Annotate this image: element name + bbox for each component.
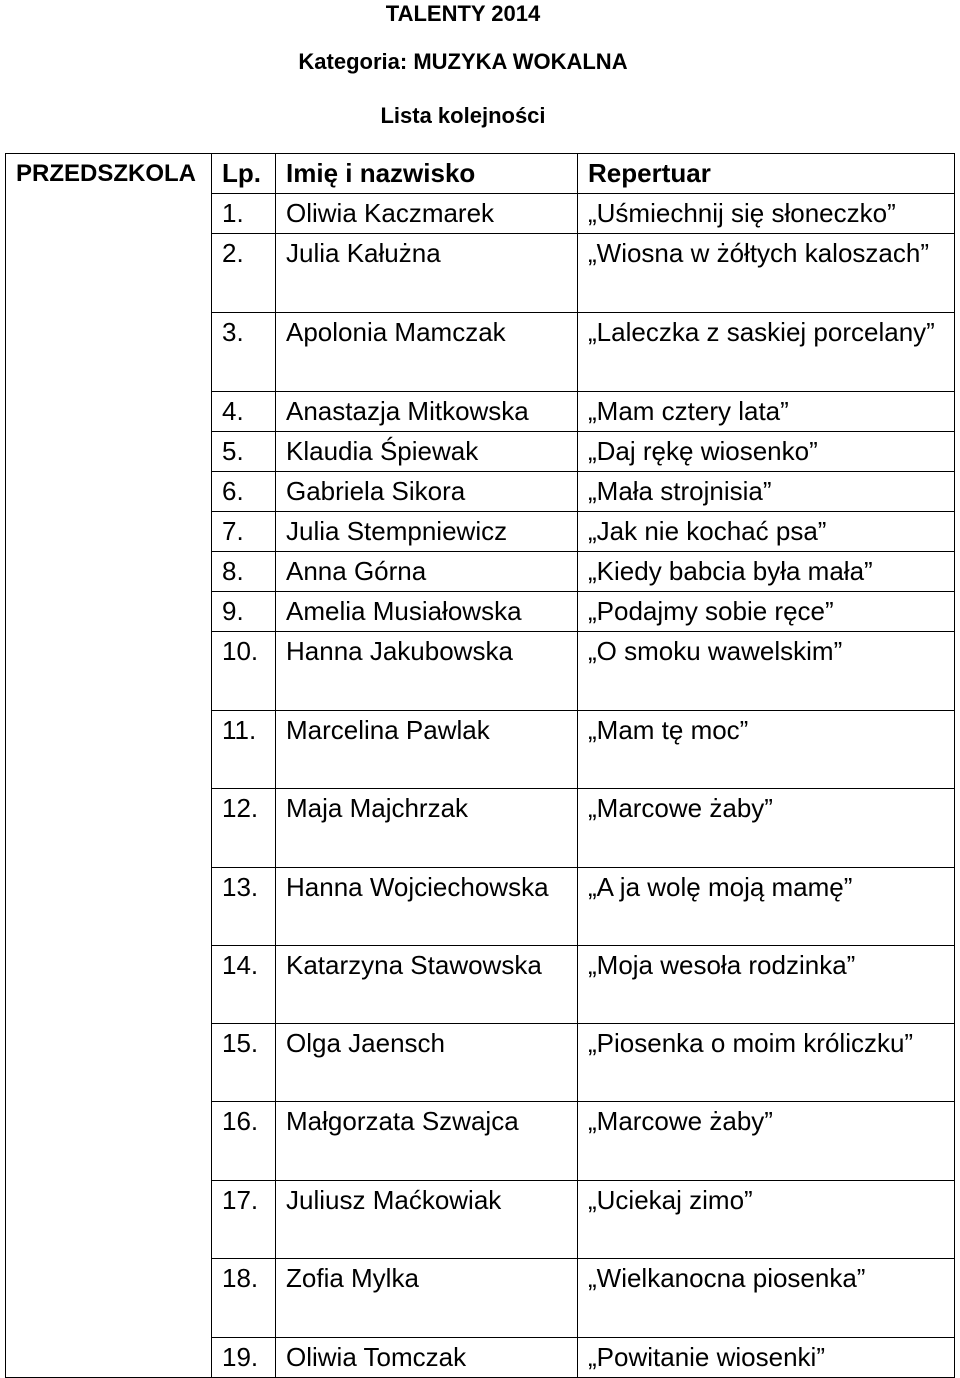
document-title: TALENTY 2014 [385,1,541,26]
song-title: „Mam cztery lata” [578,392,955,432]
song-title: „Wielkanocna piosenka” [578,1259,955,1338]
performer-name: Klaudia Śpiewak [276,432,578,472]
performer-name: Katarzyna Stawowska [276,946,578,1024]
song-title: „Moja wesoła rodzinka” [578,946,955,1024]
song-title: „Uciekaj zimo” [578,1181,955,1259]
performer-name: Apolonia Mamczak [276,313,578,392]
category-heading: Kategoria: MUZYKA WOKALNA [298,49,628,74]
row-number: 10. [212,632,276,711]
row-number: 17. [212,1181,276,1259]
song-title: „Daj rękę wiosenko” [578,432,955,472]
performer-name: Olga Jaensch [276,1024,578,1102]
row-number: 2. [212,234,276,313]
performer-name: Oliwia Tomczak [276,1338,578,1378]
row-number: 16. [212,1102,276,1181]
performer-name: Marcelina Pawlak [276,711,578,789]
row-number: 9. [212,592,276,632]
song-title: „Mam tę moc” [578,711,955,789]
song-title: „Marcowe żaby” [578,1102,955,1181]
performer-name: Hanna Jakubowska [276,632,578,711]
row-number: 14. [212,946,276,1024]
song-title: „Powitanie wiosenki” [578,1338,955,1378]
song-title: „Marcowe żaby” [578,789,955,868]
list-subtitle: Lista kolejności [380,103,546,128]
row-number: 6. [212,472,276,512]
table-header-row [6,154,955,194]
performer-name: Gabriela Sikora [276,472,578,512]
performer-name: Amelia Musiałowska [276,592,578,632]
row-number: 11. [212,711,276,789]
song-title: „Uśmiechnij się słoneczko” [578,194,955,234]
row-number: 19. [212,1338,276,1378]
song-title: „Jak nie kochać psa” [578,512,955,552]
song-title: „Mała strojnisia” [578,472,955,512]
performer-name: Anna Górna [276,552,578,592]
song-title: „Kiedy babcia była mała” [578,552,955,592]
row-number: 8. [212,552,276,592]
performer-name: Anastazja Mitkowska [276,392,578,432]
performer-name: Maja Majchrzak [276,789,578,868]
row-number: 4. [212,392,276,432]
performer-name: Małgorzata Szwajca [276,1102,578,1181]
row-number: 7. [212,512,276,552]
performer-name: Julia Kałużna [276,234,578,313]
performer-name: Julia Stempniewicz [276,512,578,552]
column-header-repertoire: Repertuar [578,154,955,194]
performer-name: Zofia Mylka [276,1259,578,1338]
column-header-name: Imię i nazwisko [276,154,578,194]
row-number: 15. [212,1024,276,1102]
song-title: „A ja wolę moją mamę” [578,868,955,946]
row-number: 1. [212,194,276,234]
order-table [5,153,955,1378]
performer-name: Juliusz Maćkowiak [276,1181,578,1259]
row-number: 13. [212,868,276,946]
song-title: „O smoku wawelskim” [578,632,955,711]
row-number: 18. [212,1259,276,1338]
column-header-lp: Lp. [212,154,276,194]
performer-name: Hanna Wojciechowska [276,868,578,946]
song-title: „Wiosna w żółtych kaloszach” [578,234,955,313]
song-title: „Podajmy sobie ręce” [578,592,955,632]
song-title: „Piosenka o moim króliczku” [578,1024,955,1102]
row-number: 12. [212,789,276,868]
song-title: „Laleczka z saskiej porcelany” [578,313,955,392]
performer-name: Oliwia Kaczmarek [276,194,578,234]
row-number: 3. [212,313,276,392]
category-cell: PRZEDSZKOLA [6,154,212,1378]
row-number: 5. [212,432,276,472]
